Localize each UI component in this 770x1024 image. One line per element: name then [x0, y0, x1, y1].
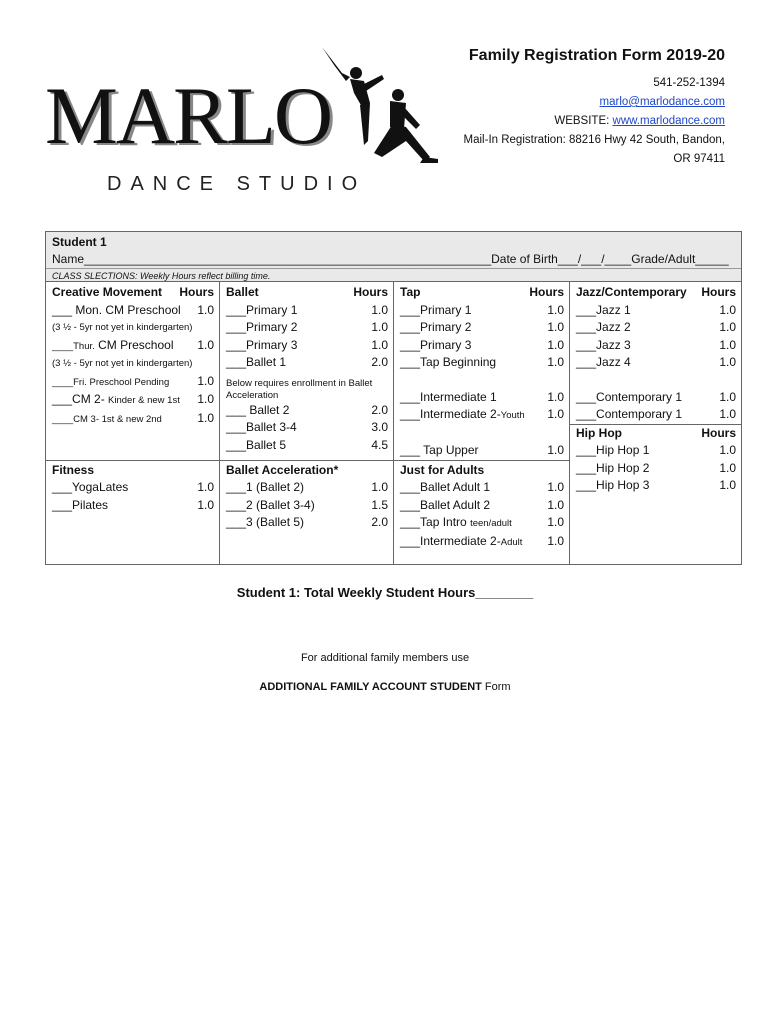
list-item[interactable]: ___Contemporary 1 1.0	[576, 389, 736, 404]
website-link[interactable]: www.marlodance.com	[612, 115, 725, 127]
age-note: (3 ½ - 5yr not yet in kindergarten)	[52, 358, 193, 369]
list-item[interactable]: ___2 (Ballet 3-4) 1.5	[226, 497, 388, 512]
jazz-heading: Jazz/Contemporary	[576, 285, 687, 299]
list-item[interactable]: ___Tap Intro teen/adult 1.0	[400, 515, 564, 529]
list-item[interactable]: ___Hip Hop 3 1.0	[576, 478, 736, 492]
additional-form-reference	[0, 681, 770, 693]
class-selection-note: CLASS SLECTIONS: Weekly Hours reflect billing time.	[46, 268, 741, 283]
list-item[interactable]: ___Hip Hop 1 1.0	[576, 443, 736, 457]
hours-heading: Hours	[701, 425, 736, 440]
ballet-column	[220, 282, 394, 564]
list-item[interactable]: ___3 (Ballet 5) 2.0	[226, 515, 388, 529]
logo-subtitle: DANCE STUDIO	[107, 173, 367, 195]
list-item[interactable]: ___ Mon. CM Preschool 1.0	[52, 302, 214, 317]
form-suffix: Form	[481, 681, 511, 693]
fitness-heading: Fitness	[46, 460, 219, 479]
phone-number: 541-252-1394	[653, 77, 725, 89]
list-item[interactable]: ___Primary 1 1.0	[226, 302, 388, 317]
hiphop-heading: Hip Hop	[576, 425, 622, 440]
student-title: Student 1	[52, 235, 107, 249]
student-info-band	[46, 232, 741, 282]
list-item[interactable]: ____CM 3- 1st & new 2nd 1.0	[52, 410, 214, 425]
list-item[interactable]: ___Tap Beginning 1.0	[400, 355, 564, 369]
list-item[interactable]: ___Ballet Adult 2 1.0	[400, 497, 564, 512]
list-item[interactable]: ___Pilates 1.0	[52, 497, 214, 512]
list-item[interactable]: ___Intermediate 2-Youth 1.0	[400, 407, 564, 421]
list-item[interactable]: ___Jazz 4 1.0	[576, 355, 736, 369]
list-item[interactable]: ___Jazz 1 1.0	[576, 302, 736, 317]
website-label: WEBSITE:	[554, 115, 610, 127]
dob-label: Date of Birth	[491, 252, 558, 266]
jazz-hiphop-column	[570, 282, 741, 564]
list-item[interactable]: ___Jazz 2 1.0	[576, 320, 736, 334]
name-label: Name	[52, 252, 85, 266]
mail-address-line1: Mail-In Registration: 88216 Hwy 42 South, Bandon,	[463, 134, 725, 146]
hours-heading: Hours	[701, 285, 736, 299]
adults-heading: Just for Adults	[394, 460, 569, 479]
list-item[interactable]: ___Primary 1 1.0	[400, 302, 564, 317]
list-item[interactable]: ___Primary 3 1.0	[226, 337, 388, 352]
list-item[interactable]: ___Primary 3 1.0	[400, 337, 564, 352]
list-item[interactable]: ___CM 2- Kinder & new 1st 1.0	[52, 392, 214, 406]
ballet-heading: Ballet	[226, 285, 259, 299]
hours-heading: Hours	[353, 285, 388, 299]
list-item[interactable]: ___Ballet Adult 1 1.0	[400, 480, 564, 494]
studio-logo	[45, 45, 440, 205]
email-link[interactable]: marlo@marlodance.com	[599, 96, 725, 108]
list-item[interactable]: ___Primary 2 1.0	[226, 320, 388, 334]
creative-movement-column	[46, 282, 220, 564]
list-item[interactable]: ___Ballet 3-4 3.0	[226, 420, 388, 434]
class-selection-table	[45, 231, 742, 565]
form-title: Family Registration Form 2019-20	[468, 47, 725, 64]
creative-heading: Creative Movement	[52, 285, 163, 299]
logo-wordmark: MARLO	[45, 70, 332, 161]
additional-members-note: For additional family members use	[300, 652, 470, 664]
grade-label: Grade/Adult	[631, 252, 696, 266]
list-item[interactable]: ____Fri. Preschool Pending 1.0	[52, 373, 214, 388]
ballet-requirement-note: Below requires enrollment in Ballet Acceleration	[226, 377, 373, 401]
age-note: (3 ½ - 5yr not yet in kindergarten)	[52, 322, 193, 333]
list-item[interactable]: ___Hip Hop 2 1.0	[576, 460, 736, 475]
list-item[interactable]: ____Thur. CM Preschool 1.0	[52, 337, 214, 352]
list-item[interactable]: ___Contemporary 1 1.0	[576, 407, 736, 421]
list-item[interactable]: ___1 (Ballet 2) 1.0	[226, 480, 388, 494]
form-header	[395, 47, 725, 169]
list-item[interactable]: ___Ballet 1 2.0	[226, 355, 388, 369]
list-item[interactable]: ___Primary 2 1.0	[400, 320, 564, 334]
list-item[interactable]: ___Intermediate 2-Adult 1.0	[400, 533, 564, 548]
student-info-line[interactable]: Name_____________________________________________________________Date of Birth___/___/____Grade/Adult_____	[52, 252, 729, 266]
additional-form-name: ADDITIONAL FAMILY ACCOUNT STUDENT	[259, 681, 482, 693]
list-item[interactable]: ___ Tap Upper 1.0	[400, 442, 564, 457]
hours-heading: Hours	[179, 285, 214, 299]
total-weekly-hours[interactable]: Student 1: Total Weekly Student Hours________	[236, 585, 534, 600]
list-item[interactable]: ___Intermediate 1 1.0	[400, 389, 564, 404]
list-item[interactable]: ___YogaLates 1.0	[52, 480, 214, 494]
list-item[interactable]: ___ Ballet 2 2.0	[226, 402, 388, 417]
list-item[interactable]: ___Ballet 5 4.5	[226, 437, 388, 452]
list-item[interactable]: ___Jazz 3 1.0	[576, 337, 736, 352]
ballet-acceleration-heading: Ballet Acceleration*	[220, 460, 393, 479]
tap-column	[394, 282, 570, 564]
tap-heading: Tap	[400, 285, 421, 299]
mail-address-line2: OR 97411	[673, 153, 725, 165]
hours-heading: Hours	[529, 285, 564, 299]
